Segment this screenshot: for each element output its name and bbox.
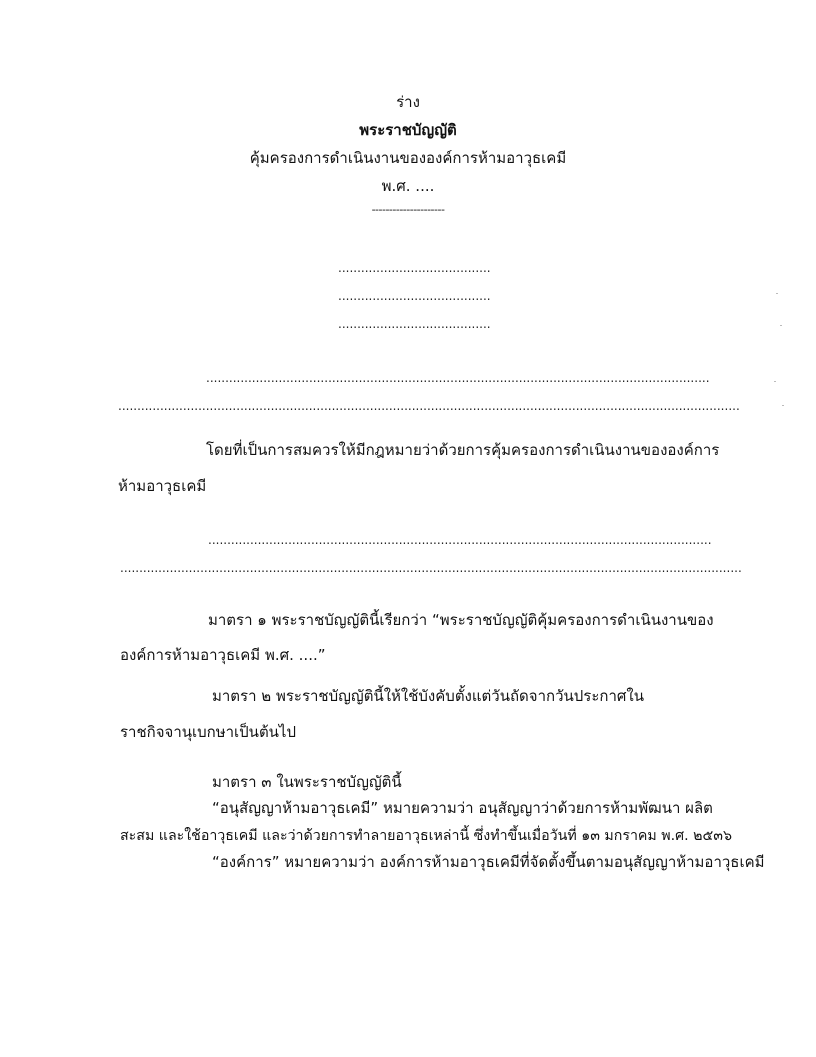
section-1-line-2: องค์การห้ามอาวุธเคมี พ.ศ. ....”: [120, 646, 326, 664]
act-title: พระราชบัญญัติ: [359, 121, 457, 139]
title-separator: ---------------------: [371, 203, 445, 216]
signature-dots-line-1: ........................................: [338, 261, 491, 275]
act-year: พ.ศ. ....: [381, 177, 435, 195]
section-3-line-1: มาตรา ๓ ในพระราชบัญญัตินี้: [212, 773, 402, 791]
reason-paragraph-line-2: ห้ามอาวุธเคมี: [118, 477, 207, 495]
section-3-definition-1-line-1: “อนุสัญญาห้ามอาวุธเคมี” หมายความว่า อนุสัญญาว่าด้วยการห้ามพัฒนา ผลิต: [212, 799, 713, 817]
enact-dots-line-2: ...................................................................................................................................................................: [120, 561, 742, 575]
scan-specks: [772, 285, 788, 435]
preamble-dots-line-2: ...................................................................................................................................................................: [118, 399, 740, 413]
enact-dots-line-1: ....................................................................................................................................: [208, 533, 712, 547]
preamble-dots-line-1: ....................................................................................................................................: [206, 371, 710, 385]
act-subtitle: คุ้มครองการดำเนินงานขององค์การห้ามอาวุธเคมี: [249, 149, 567, 167]
reason-paragraph-line-1: โดยที่เป็นการสมควรให้มีกฎหมายว่าด้วยการคุ้มครองการดำเนินงานขององค์การ: [206, 441, 720, 459]
section-3-definition-1-line-2: สะสม และใช้อาวุธเคมี และว่าด้วยการทำลายอาวุธเหล่านี้ ซึ่งทำขึ้นเมื่อวันที่ ๑๓ มกราคม พ.ศ. ๒๕๓๖: [120, 828, 732, 844]
section-1-line-1: มาตรา ๑ พระราชบัญญัตินี้เรียกว่า “พระราชบัญญัติคุ้มครองการดำเนินงานของ: [208, 611, 714, 629]
draft-label: ร่าง: [396, 93, 420, 111]
section-3-definition-2-line-1: “องค์การ” หมายความว่า องค์การห้ามอาวุธเคมีที่จัดตั้งขึ้นตามอนุสัญญาห้ามอาวุธเคมี: [212, 853, 765, 871]
section-2-line-1: มาตรา ๒ พระราชบัญญัตินี้ให้ใช้บังคับตั้งแต่วันถัดจากวันประกาศใน: [212, 687, 644, 705]
section-2-line-2: ราชกิจจานุเบกษาเป็นต้นไป: [120, 723, 297, 741]
signature-dots-line-3: ........................................: [338, 317, 491, 331]
signature-dots-line-2: ........................................: [338, 289, 491, 303]
